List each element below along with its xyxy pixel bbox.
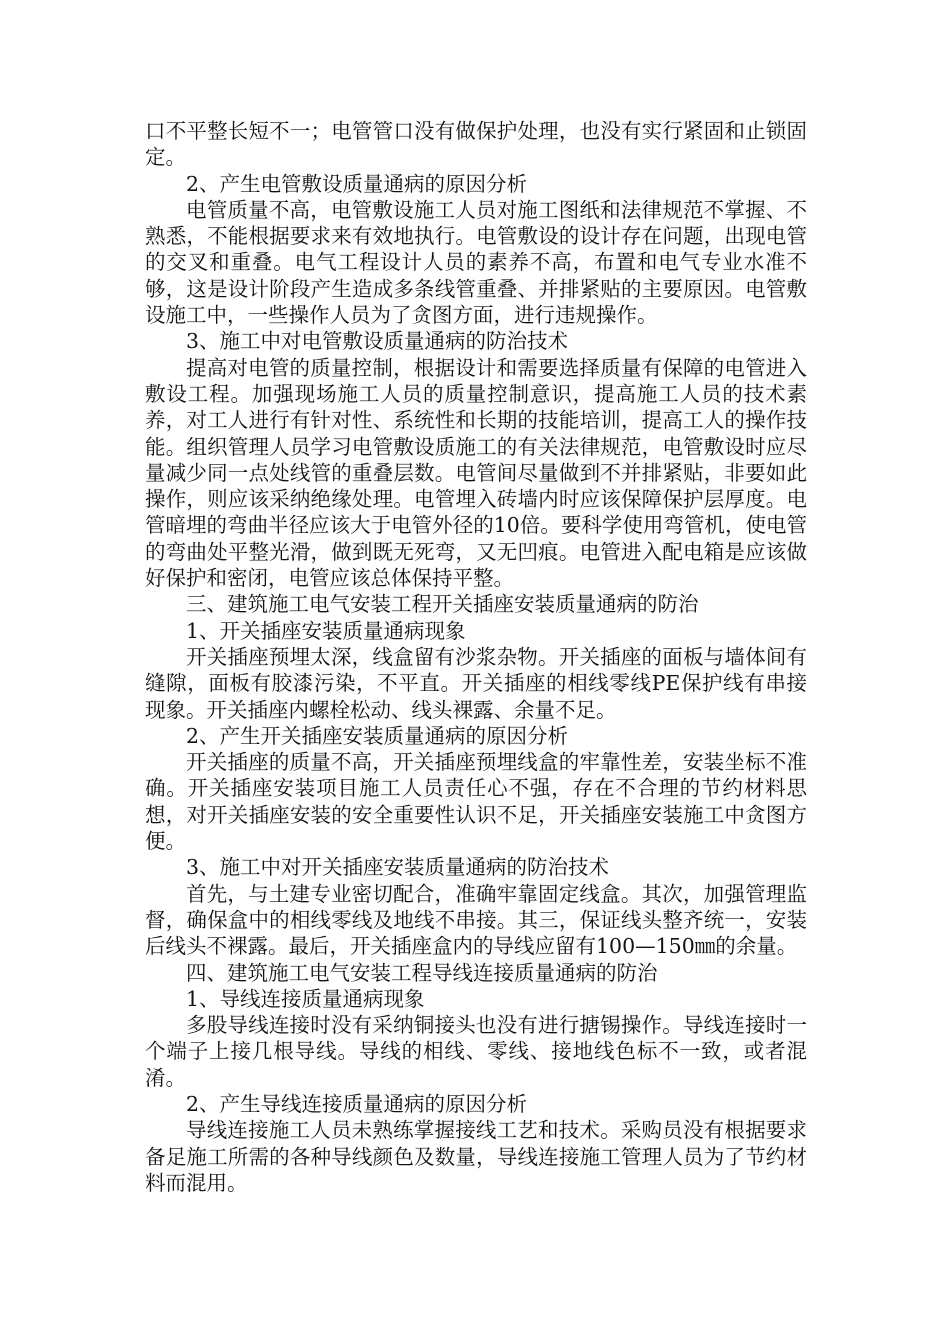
- subheading-switch-prevention: 3、施工中对开关插座安装质量通病的防治技术: [186, 855, 610, 880]
- paragraph-continuation: 口不平整长短不一；电管管口没有做保护处理，也没有实行紧固和止锁固定。: [145, 119, 807, 170]
- subheading-switch-phenomenon: 1、开关插座安装质量通病现象: [186, 618, 466, 643]
- paragraph-conduit-cause: 电管质量不高，电管敷设施工人员对施工图纸和法律规范不掌握、不熟悉，不能根据要求来有效地执行。电管敷设的设计存在问题，出现电管的交叉和重叠。电气工程设计人员的素养不高，布置和电气专业水准不够，这是设计阶段产生造成多条线管重叠、并排紧贴的主要原因。电管敷设施工中，一些操作人员为了贪图方面，进行违规操作。: [145, 197, 807, 328]
- section-heading-wire-connection: 四、建筑施工电气安装工程导线连接质量通病的防治: [186, 960, 658, 985]
- paragraph-conduit-prevention: 提高对电管的质量控制，根据设计和需要选择质量有保障的电管进入敷设工程。加强现场施工人员的质量控制意识，提高施工人员的技术素养，对工人进行有针对性、系统性和长期的技能培训，提高工人的操作技能。组织管理人员学习电管敷设质施工的有关法律规范，电管敷设时应尽量减少同一点处线管的重叠层数。电管间尽量做到不并排紧贴，非要如此操作，则应该采纳绝缘处理。电管埋入砖墙内时应该保障保护层厚度。电管暗埋的弯曲半径应该大于电管外径的10倍。要科学使用弯管机，使电管的弯曲处平整光滑，做到既无死弯，又无凹痕。电管进入配电箱是应该做好保护和密闭，电管应该总体保持平整。: [145, 355, 807, 591]
- section-heading-switch-socket: 三、建筑施工电气安装工程开关插座安装质量通病的防治: [186, 592, 699, 617]
- paragraph-switch-phenomenon: 开关插座预埋太深，线盒留有沙浆杂物。开关插座的面板与墙体间有缝隙，面板有胶漆污染，不平直。开关插座的相线零线PE保护线有串接现象。开关插座内螺栓松动、线头裸露、余量不足。: [145, 644, 807, 722]
- subheading-wire-phenomenon: 1、导线连接质量通病现象: [186, 986, 425, 1011]
- subheading-switch-cause: 2、产生开关插座安装质量通病的原因分析: [186, 723, 569, 748]
- subheading-wire-cause: 2、产生导线连接质量通病的原因分析: [186, 1091, 528, 1116]
- paragraph-switch-cause: 开关插座的质量不高，开关插座预埋线盒的牢靠性差，安装坐标不准确。开关插座安装项目施工人员责任心不强，存在不合理的节约材料思想，对开关插座安装的安全重要性认识不足，开关插座安装施工中贪图方便。: [145, 750, 807, 854]
- subheading-conduit-prevention: 3、施工中对电管敷设质量通病的防治技术: [186, 329, 569, 354]
- subheading-conduit-cause: 2、产生电管敷设质量通病的原因分析: [186, 171, 528, 196]
- paragraph-wire-phenomenon: 多股导线连接时没有采纳铜接头也没有进行搪锡操作。导线连接时一个端子上接几根导线。导线的相线、零线、接地线色标不一致，或者混淆。: [145, 1013, 807, 1090]
- paragraph-wire-cause: 导线连接施工人员未熟练掌握接线工艺和技术。采购员没有根据要求备足施工所需的各种导线颜色及数量，导线连接施工管理人员为了节约材料而混用。: [145, 1118, 807, 1195]
- document-body: [145, 118, 807, 1196]
- paragraph-switch-prevention: 首先，与土建专业密切配合，准确牢靠固定线盒。其次，加强管理监督，确保盒中的相线零线及地线不串接。其三，保证线头整齐统一，安装后线头不裸露。最后，开关插座盒内的导线应留有100—150㎜的余量。: [145, 881, 807, 959]
